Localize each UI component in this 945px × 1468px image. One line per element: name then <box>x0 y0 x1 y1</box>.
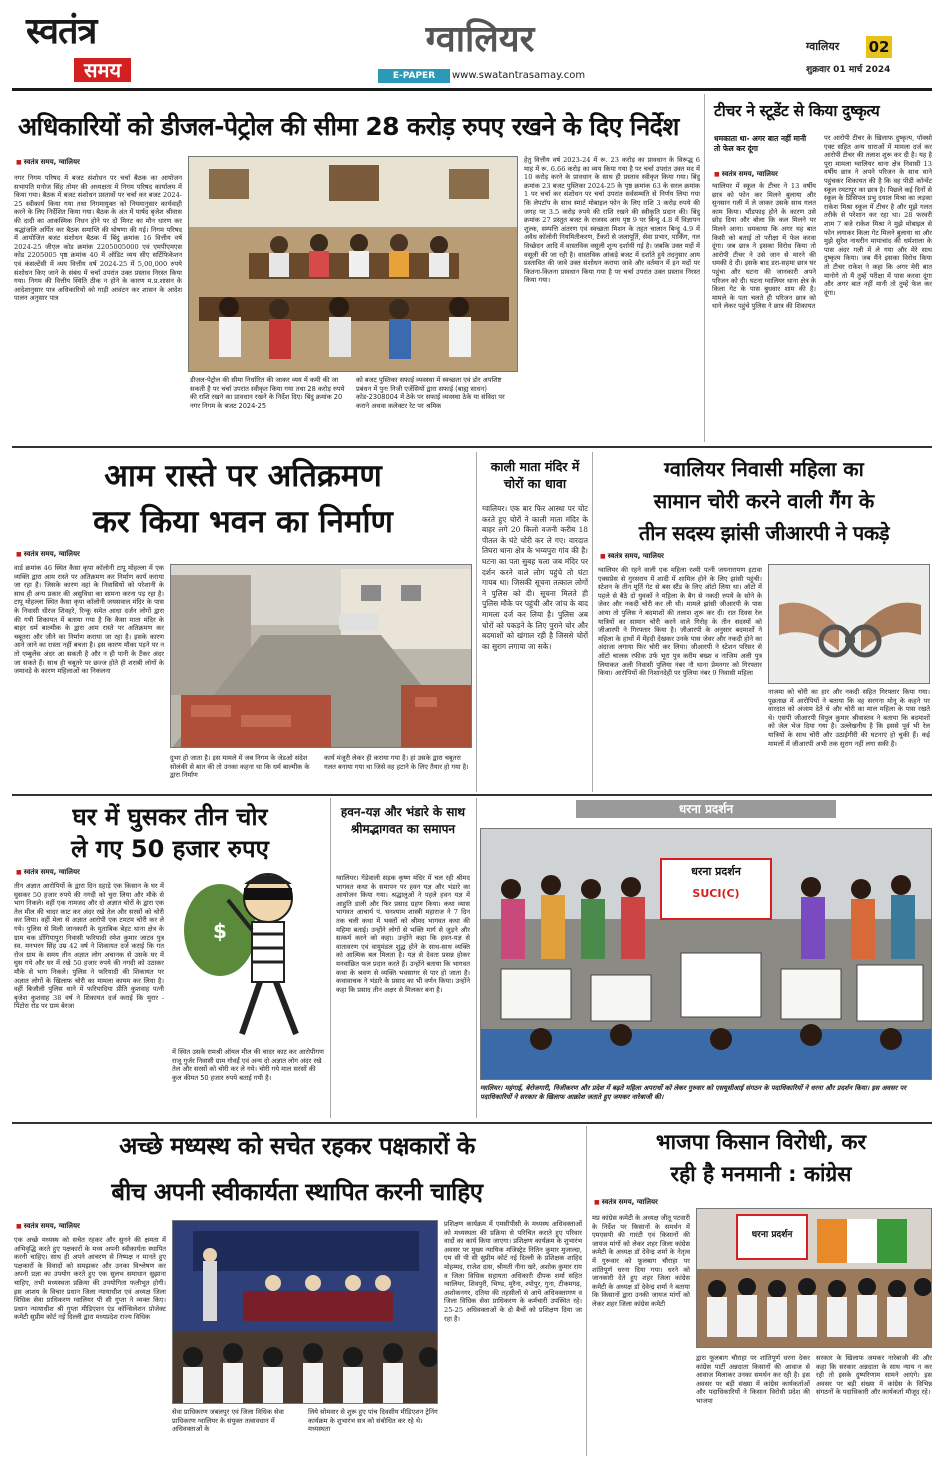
headline: टीचर ने स्टूडेंट से किया दुष्कृत्य <box>714 102 880 120</box>
headline-line-1: भाजपा किसान विरोधी, कर <box>655 1130 867 1154</box>
issue-date: शुक्रवार 01 मार्च 2024 <box>806 65 891 75</box>
construction-photo <box>170 564 472 748</box>
byline: ■ स्वतंत्र समय, ग्वालियर <box>16 868 80 877</box>
story-teacher <box>710 94 932 442</box>
headline-line-1: आम रास्ते पर अतिक्रमण <box>104 458 382 494</box>
page-number: 02 <box>866 36 892 58</box>
column-text-3: को बजट पुस्तिका सफाई व्यवस्था में स्वच्छता एवं डोर अपशिष्ट प्रबंधन में पुनः निजी एजेंसियों द्वारा सफाई (बाह्य साधन) कोड-2308004 में ठेके पर सफाई व्यवस्था ठेके या संविदा पर कराने अथवा कलेक्टर रेट पर श्रमिक <box>356 376 505 410</box>
column-text: ग्वालियर। गेंडेवाली सड़क कृष्ण मंदिर में चल रही श्रीमद भागवत कथा के समापन पर हवन यज्ञ और भंडारे का आयोजन किया गया। श्रद्धालुओं ने पहले हवन यज्ञ में आहुति डाली और फिर प्रसाद ग्रहण किया। कथा व्यास भागवत आचार्य पं. घनश्याम शास्त्री महाराज ने 7 दिन तक चली कथा में भक्तों को श्रीमद भागवत कथा की महिमा बताई। उन्होंने लोगों से भक्ति मार्ग से जुड़ने और सत्कर्म करने को कहा। उन्होंने कहा कि हवन-यज्ञ से वातावरण एवं वायुमंडल शुद्ध होने के साथ-साथ व्यक्ति को आत्मिक बल मिलता है। यज्ञ से देवता प्रसन्न होकर मनवांछित फल प्रदान करते हैं। उन्होंने बताया कि भागवत कथा के श्रवण से व्यक्ति भवसागर से पार हो जाता है। कथावाचक ने भंडारे के प्रसाद का भी वर्णन किया। उन्होंने कहा कि प्रसाद तीन अक्षर से मिलकर बना है। <box>336 874 470 994</box>
handcuffs-photo <box>768 564 930 684</box>
story-house-theft <box>12 798 328 1118</box>
headline-line-2: सामान चोरी करने वाली गैंग के <box>653 489 875 513</box>
headline-line-2: कर किया भवन का निर्माण <box>93 504 393 540</box>
story-mediation <box>12 1126 582 1456</box>
story-dharna <box>480 798 932 1118</box>
training-photo <box>172 1220 438 1404</box>
headline: अधिकारियों को डीजल-पेट्रोल की सीमा 28 करोड़ रुपए रखने के दिए निर्देश <box>18 112 679 141</box>
divider <box>476 798 477 1118</box>
congress-protest-illustration <box>697 1209 932 1348</box>
logo-top: स्वतंत्र <box>26 11 97 52</box>
story-temple-theft <box>480 452 590 790</box>
byline: ■ स्वतंत्र समय, ग्वालियर <box>594 1198 658 1207</box>
story-encroachment <box>12 452 474 790</box>
masthead-rule <box>12 88 932 91</box>
headline: हवन-यज्ञ और भंडारे के साथ श्रीमद्भागवत का समापन <box>340 805 466 836</box>
congress-dharna-photo <box>696 1208 932 1348</box>
photo-caption: ग्वालियर। महंगाई, बेरोजगारी, निजीकरण और प्रदेश में बढ़ते महिला अपराधों को लेकर गुरुवार को एसयूसीआई संगठन के पदाधिकारियों ने धरना और प्रदर्शन किया। इस अवसर पर पदाधिकारियों ने सरकार के खिलाफ आक्रोश जताते हुए जमकर नारेबाजी की। <box>480 1084 907 1101</box>
handcuffs-icon <box>769 565 930 684</box>
headline-line-1: ग्वालियर निवासी महिला का <box>664 457 864 481</box>
svg-text:$: $ <box>213 919 227 943</box>
column-text-2: द्वारा फूलबाग चौराहा पर शांतिपूर्ण धरना देकर कांग्रेस पार्टी अन्नदाता किसानों की आवाज से आवाज मिलाकर उनका समर्थन कर रही है। इस अवसर पर बड़ी संख्या में कांग्रेस कार्यकर्ताओं और पदाधिकारियों ने किसान विरोधी प्रदेश की भाजपा <box>696 1354 810 1405</box>
caption: सेवा प्राधिकरण जबलपुर एवं जिला विधिक सेवा प्राधिकरण ग्वालियर के संयुक्त तत्वावधान में अधिवक्ताओं के <box>172 1408 284 1434</box>
epaper-label: E-PAPER <box>378 69 450 83</box>
site-url[interactable]: www.swatantrasamay.com <box>452 70 586 81</box>
caption-b: कार्य मंजूरी लेकर ही कराया गया है। हां उसके द्वारा चबूतरा गलत बनाया गया था जिसे वह हटाने के लिए तैयार हो गया है। <box>324 754 469 771</box>
divider <box>592 452 593 792</box>
divider <box>330 798 331 1118</box>
column-text: ग्वालियर में स्कूल के टीचर ने 13 वर्षीय छात्र को फोन कर मिलने बुलाया और सुनसान गली में ले जाकर उसके साथ गलत काम किया। भौंडफाइ होने के कारण उसे छोड़ दिया और बोला कि कल मिलने पर मिलने आना। धमकाया कि अगर यह बात किसी को बताई तो परीक्षा में फेल करवा दूंगा। जब छात्र ने इसका विरोध किया तो आरोपी टीचर ने उसे जान से मारने की धमकी दे दी। इसके बाद डरा-सहमा छात्र घर पहुंचा और घटना की जानकारी अपने परिजन को दी। घटना ग्वालियर थाना क्षेत्र के किला गेट के पास बुधवार शाम की है। मामले के पता चलते ही परिजन छात्र को थाने लेकर पहुंचे पुलिस ने छात्र की शिकायत <box>712 182 816 311</box>
headline-line-3: तीन सदस्य झांसी जीआरपी ने पकड़े <box>638 521 890 545</box>
print-registration-bar <box>20 1458 925 1464</box>
banner-sign-title: धरना प्रदर्शन <box>691 865 741 878</box>
divider <box>12 1122 932 1124</box>
column-text-4: हेतु वित्तीय वर्ष 2023-24 में रू. 23 करोड़ का प्रावधान के विरूद्ध 6 माह में रू. 6.66 करोड़ का व्यय किया गया है पर चर्चा उपरांत उक्त मद में 10 करोड़ करने के प्रावधान के साथ ही प्रस्ताव स्वीकृत किया गया। बिंदु क्रमांक 23 बजट पुस्तिका 2024-25 के पृष्ठ क्रमांक 63 के सरल क्रमांक 1 पर चर्चा कर संशोधन पर चर्चा उपरांत सर्वसम्मति से निर्णय लिया गया कि लेपटॉप के साथ स्मार्ट मोबाइल फोन के लिए राशि 3 करोड़ रुपये की जगह पर 3.5 करोड़ रुपये की राशि रखने की स्वीकृति प्रदान की। बिंदु क्रमांक 27 प्रस्तुत बजट के राजस्व आय पृष्ठ 9 पर बिन्दु 4.8 में विज्ञापन शुल्क, सम्पत्ति अंतरण एवं स्वच्छता मिशन के तहत चालान बिन्दु 4.9 में अवैध कॉलोनी नियमितीकरण, टैंकरों से जलापूर्ति, सेवा प्रभार, पार्किंग, नल विच्छेदन आदि में वास्तविक वसूली शून्य दर्शायी गई है। जबकि उक्त मदों में वसूली की जा रही है। वास्तविक आंकड़े बजट में दर्शाते हुये तदनुसार आय प्रस्तावित की जावे उक्त संशोधन कराया जावे और वर्तमान में इन मदों पर कितना-कितना प्रावधान किया गया है पर चर्चा उपरांत उक्त प्रस्ताव निरस्त किया गया। <box>524 156 700 285</box>
story-fuel-limit <box>12 94 700 442</box>
column-text: मप्र कांग्रेस कमेटी के अध्यक्ष जीतू पटवारी के निर्देश पर किसानों के समर्थन में एमएसपी की गारंटी एवं किसानों की जायज मांगों को लेकर शहर जिला कांग्रेस कमेटी के अध्यक्ष डॉ देवेन्द्र शर्मा के नेतृत्व में गुरूवार को फूलबाग चौराहा पर शांतिपूर्ण धरना दिया गया। धरने को जानकारी देते हुए शहर जिला कांग्रेस कमेटी के अध्यक्ष डॉ देवेन्द्र शर्मा ने बताया कि किसानों द्वारा उनकी जायज मांगों को लेकर शहर जिला कांग्रेस कमेटी <box>592 1214 690 1308</box>
council-meeting-photo <box>188 156 518 372</box>
photo-caption: डीजल-पेट्रोल की सीमा निर्धारित की जाकर व्यय में कमी की जा सकती है पर चर्चा उपरांत स्वीकृत किया गया तथा 28 करोड़ रुपये की राशि रखने का प्रावधान रखने के निर्देश दिए। बिंदु क्रमांक 20 नगर निगम के बजट 2024-25 <box>190 376 345 410</box>
byline: ■ स्वतंत्र समय, ग्वालियर <box>16 550 80 559</box>
divider <box>476 452 477 792</box>
byline: ■ स्वतंत्र समय, ग्वालियर <box>16 1222 80 1231</box>
thief-illustration <box>172 860 326 1046</box>
training-illustration <box>173 1221 438 1404</box>
column-text-2: पर आरोपी टीचर के खिलाफ दुष्कृत्य, पॉक्सो एक्ट सहित अन्य धाराओं में मामला दर्ज कर आरोपी टीचर की तलाश शुरू कर दी है। यह है पूरा मामला ग्वालियर थाना क्षेत्र निवासी 13 वर्षीय छात्र ने अपने परिजन के साथ थाने पहुंचकर शिकायत की है कि वह पीडी कॉन्वेंट स्कूल रमटापुर का छात्र है। पिछले कई दिनों से स्कूल के प्रिंसिपल प्रभु दयाल मिश्रा का लड़का राकेश मिश्रा स्कूल में टीचर है और मुझे गलत तरीके से परेशान कर रहा था। 28 फरवरी शाम 7 बजे राकेश मिश्रा ने मुझे मोबाइल से फोन लगाकर किला गेट मिलने बुलाया था और मुझे सुरेश नाथरीन मायाचांद की धर्मशाला के पास अंदर गली में ले गया और मेरे साथ दुष्कृत्य किया। जब मैंने इसका विरोध किया तो टीचर राकेश ने कहा कि अगर मेरी बात मानोगे तो मैं तुम्हें परीक्षा में पास करवा दूंगा और अगर बात नहीं मानी तो तुम्हें फेल कर दूंगा। <box>824 134 932 297</box>
column-text-3: सरकार के खिलाफ जमकर नारेबाजी की और कहा कि सरकार अन्नदाता के साथ न्याय न कर रही तो इसके दुष्परिणाम सामने आएंगे। इस अवसर पर बड़ी संख्या में कांग्रेस के विभिन्न संगठनों के पदाधिकारी और कार्यकर्ता मौजूद रहे। <box>816 1354 932 1397</box>
meeting-illustration <box>189 157 518 372</box>
divider <box>12 794 932 796</box>
column-text-3: प्रशिक्षण कार्यक्रम में एमसीपीसी के मध्यस्थ अधिवक्ताओं को मध्यस्थता की प्रक्रिया से परिचित कराते हुए परिवार वादों का कार्य किया जाएगा। प्रशिक्षण कार्यक्रम के शुभारंभ अवसर पर मुख्य न्यायिक मजिस्ट्रेट नितिन कुमार मुजाल्दा, एम सी पी सी सुप्रीम कोर्ट नई दिल्ली के प्रशिक्षक शाहिद मोहम्मद, राजेश दास, श्रीमती नीना खरे, अशोक कुमार राय व जिला विधिक सहायता अधिकारी दीपक शर्मा सहित ग्वालियर, शिवपुरी, भिण्ड, मुरैना, श्योपुर, गुना, टीकमगढ़, अशोकनगर, दतिया की तहसीलों से आये अधिवक्तागण व जिला विधिक सेवा प्राधिकरण के कर्मचारी उपस्थित रहे। 25-25 अधिवक्ताओं के दो बैचों को प्रशिक्षण दिया जा रहा है। <box>444 1220 582 1323</box>
column-text: ग्वालियर की रहने वाली एक महिला रश्मी पत्नी जयनारायण इटावा एक्सप्रेस से गुरसराय में शादी में शामिल होने के लिए झांसी पहुंची। स्टेशन के तीन मूर्ति गेट से बस स्टैंड के लिए ऑटो लिया था। ऑटो में पहले से बैठे दो युवकों ने महिला के बैग से नकदी रुपये के सोने के जेवर और नकदी चोरी कर ली थी। मामले झांसी जीआरपी के पास आया तो पुलिस ने बदमाशों की तलाश शुरू कर दी। रात दिवस रेल यात्रियों का सामान चोरी करने वाले गिरोह के तीन सदस्यों को जीआरपी ने गिरफ्तार किया है। जीआरपी के अनुसार बदमाशों ने महिला के हाथों में मेंहदी देखकर उनके पास जेवर और नकदी होने का अंदाजा लगाया फिर चोरी कर लिया। जीआरपी ने स्टेशन परिसर से ऑटो चालक रफीक उर्फ भूरा पुत्र करीम बख्श व नाजिम अली पुत्र लियाकत अली निवासी पुलिया नंबर नौ थाना प्रेमनगर को गिरफ्तार किया। आरोपियों की निशानदेही पर पुलिया नंबर 9 निवासी महिला <box>598 566 762 678</box>
divider <box>12 446 932 448</box>
logo-bottom: समय <box>74 58 131 82</box>
byline: ■ स्वतंत्र समय, ग्वालियर <box>714 170 778 179</box>
byline: ■ स्वतंत्र समय, ग्वालियर <box>600 552 664 561</box>
headline-line-2: रही है मनमानी : कांग्रेस <box>670 1162 852 1186</box>
story-congress <box>590 1126 932 1456</box>
protest-photo <box>480 828 932 1080</box>
thief-icon <box>172 860 326 1046</box>
headline-line-1: अच्छे मध्यस्थ को सचेत रहकर पक्षकारों के <box>119 1132 475 1160</box>
headline-line-2: ले गए 50 हजार रुपए <box>71 835 269 863</box>
headline: काली माता मंदिर में चोरों का धावा <box>490 459 580 491</box>
section-banner <box>576 800 836 818</box>
byline: ■ स्वतंत्र समय, ग्वालियर <box>16 158 80 167</box>
banner-label: धरना प्रदर्शन <box>678 802 734 816</box>
headline-line-1: घर में घुसकर तीन चोर <box>72 803 268 831</box>
story-bhagwat <box>334 798 472 1118</box>
banner-sign-suci: SUCI(C) <box>692 887 740 900</box>
divider <box>704 94 705 442</box>
divider <box>586 1126 587 1456</box>
subhead: धमकाता था- अगर बात नहीं मानी तो फेल कर दूंगा <box>714 134 807 153</box>
page-city-title: ग्वालियर <box>425 19 535 60</box>
photo-sign: धरना प्रदर्शन <box>751 1230 793 1240</box>
column-text: तीन अज्ञात आरोपियों के द्वारा दिन दहाड़े एक किसान के घर में घुसकर 50 हजार रुपये की नगदी को चुरा लिया और मौके से भाग निकले। वहीं एक नामजद और दो अज्ञात चोरों के द्वारा एक तेल मील की चादर काट कर अंदर रखे तेल और सरसों को चोरी कर लिया। वहीं मेला से अज्ञात आरोपी एक टमटम चोरी कर ले गये। पुलिस से मिली जानकारी के मुताबिक बेहट थाना क्षेत्र के ग्राम चक डोंगियापुरा निवासी फरियादी रमेश कुमार जाटव पुत्र स्व. मनभरन सिंह उम्र 42 वर्ष ने शिकायत दर्ज कराई कि गत रोज ग्राम के समय तीन अज्ञात लोग अचानक से उसके घर में घुस गये और घर में रखे 50 हजार रुपये की नगदी को उठाकर मौके से भाग निकले। पुलिस ने फरियादी की शिकायत पर अज्ञात लोगों के खिलाफ चोरी का मामला कायम कर लिया है। वहीं बिजौली पुलिस थाने में फरियादिया प्रीति कुशवाह पत्नी बृजेश कुशवाह 38 वर्ष ने शिकायत दर्ज कराई कि मुरार - पिंटोरा रोड पर ग्राम बेरजा <box>14 882 164 1011</box>
street-illustration <box>171 565 472 748</box>
story-grp-gang <box>596 452 932 790</box>
headline-line-2: बीच अपनी स्वीकार्यता स्थापित करनी चाहिए <box>111 1178 483 1206</box>
caption-a: दुभर हो जाता है। इस मामले में जब निगम के जेडओ संदेश सोलंकी से बात की तो उनका कहना था कि धर्म बाल्मीक के द्वारा निर्माण <box>170 754 310 780</box>
edition-city: ग्वालियर <box>806 40 840 53</box>
column-text: ग्वालियर। एक बार फिर आस्था पर चोट करते हुए चोरों ने काली माता मंदिर के बाहर लगे 20 किलो वजनी करीब 18 पीतल के घंटे चोरी कर ले गए। वारदात तिघरा थाना क्षेत्र के भय्यपुरा गांव की है। घटना का पता सुबह चला जब मंदिर पर दर्शन करने वाले लोग पहुंचे तो घंटा गायब था। जिसकी सूचना तत्काल लोगों ने पुलिस को दी। सूचना मिलते ही पुलिस मौके पर पहुंची और जांच के बाद मामला दर्ज कर लिया है। पुलिस अब चोरों को पकड़ने के लिए पुराने चोर और बदमाशों को खंगाल रही है जिससे चोरों का सुराग लगाया जा सके। <box>482 504 588 651</box>
masthead <box>0 0 945 90</box>
column-text: नगर निगम परिषद में बजट संशोधन पर चर्चा बैठक का आयोजन सभापति मनोज सिंह तोमर की अध्यक्षता में निगम परिषद कार्यालय में किया गया। बैठक में बजट संशोधन प्रस्तावों पर चर्चा कर बजट 2024-25 स्वीकार्य किया गया तथा निगमायुक्त को नियमानुसार कार्यवाही करने के लिए निर्देशित किया गया। बैठक के अंत में पार्षद बृजेश श्रीवास की दादी का आकस्मिक निधन होने पर दो मिनट का मौन धारण कर श्रद्धांजलि अर्पित कर बैठक समाप्ति की घोषणा की गई। निगम परिषद में आयोजित बजट संशोधन बैठक में बिंदु क्रमांक 16 वित्तीय वर्ष 2024-25 जीएल कोड क्रमांक 2205005000 एवं एमपीएमएस कोड 2205005 पृष्ठ क्रमांक 40 में ऑडिट व्यय सीए सर्टिफिकेशन एवं कंसल्टेंसी में व्यय वित्तीय वर्ष 2024-25 में 5,00,000 रुपये संशोधन किए जाने के संबंध में चर्चा उपरांत उक्त प्रस्ताव निरस्त किया गया। निगम की वित्तीय स्थिति ठीक न होने के कारण म.प्र.शासन के आदेशानुसार पात्र अधिकारियों को गाड़ी आवंटन कर शासन के आदेश पालन अनुसार पात्र <box>14 174 182 303</box>
caption: में स्थित उसके रामश्री ऑयल मील की चादर काट कर आरोपीगण राजू गुर्जर निवासी ग्राम गोवर्ई एवं अन्य दो अज्ञात लोग अंदर रखे तेल और सरसों को चोरी कर ले गये। चोरी गये माल सरसों की कुल कीमत 50 हजार रुपये बताई गयी है। <box>172 1048 324 1082</box>
column-text: एक अच्छे मध्यस्थ को सचेत रहकर और सुनने की क्षमता में अभिवृद्धि करते हुए पक्षकारों के मध्य अपनी स्वीकार्यता स्थापित करनी चाहिए। साथ ही अपने आचरण से निष्पक्ष न मानते हुए पक्षकारों के विवादों को समझकर और उनका विश्लेषण कर अपनी प्रज्ञा का उपयोग करते हुए एक सुलभ समाधान सुझाना चाहिए, तभी मध्यस्थता प्रक्रिया की उपयोगिता फलीभूत होगी। इस आशय के विचार प्रधान जिला न्यायाधीश एवं अध्यक्ष जिला विधिक सेवा प्राधिकरण ग्वालियर पी सी गुप्ता ने व्यक्त किए। प्रधान न्यायाधीश श्री गुप्ता मीडिएशन एंड कॉन्सिलेशन प्रोजेक्ट कमेटी सुप्रीम कोर्ट नई दिल्ली द्वारा मध्यप्रदेश राज्य विधिक <box>14 1236 166 1322</box>
column-text-2: नाजमा को चोरी का हार और नकदी सहित गिरफ्तार किया गया। पूछताछ में आरोपियों ने बताया कि वह सरगना मोनू के कहने पर वारदात को अंजाम देते थे और चोरी का माल महिला के पास रखते थे। एसपी जीआरपी विपुल कुमार श्रीवास्तव ने बताया कि बदमाशों को जेल भेज दिया गया है। उल्लेखनीय है कि इससे पूर्व भी रेल यात्रियों के साथ चोरी और उठाईगीरी की घटनाएं हो चुकी हैं। कई मामलों में जीआरपी अभी तक सुराग नहीं लगा सकी है। <box>768 688 930 748</box>
caption-2: लिये सोमवार से शुरू हुए पांच दिवसीय मीडिएशन ट्रेनिंग कार्यक्रम के शुभारंभ सत्र को संबोधित कर रहे थे। मध्यस्थता <box>308 1408 438 1434</box>
logo <box>26 8 166 86</box>
column-text: वार्ड क्रमांक 46 स्थित कैसा कृपा कॉलोनी टापू मोहल्ला में एक व्यक्ति द्वारा आम रास्ते पर अतिक्रमण कर निर्माण कार्य कराया जा रहा है। जिसके कारण वहां के निवासियों को परेशानी के साथ ही अन्य प्रकार की असुविधा का सामना करना पड़ रहा है। टापू मोहल्ला स्थित कैसा कृपा कॉलोनी जयसवाल मंदिर के पास के निवासी धीरज शिवहरे, रिन्कू समेत आधा दर्जन लोगों द्वारा की गयी शिकायत में बताया गया है कि कैसा माता मंदिर के बाहर धर्म बाल्मीक के द्वारा आम रास्ते पर अतिक्रमण कर चबूतरा और जीने का निर्माण कराया जा रहा है। इसके कारण आने जाने का रास्ता नहीं बचता है। इस कारण मौका पड़ने पर न तो एम्बुलेंस अंदर आ सकती है और न ही पानी के टैंकर अंदर जा सकते हैं। साथ ही चबूतरे पर छज्ज होते ही शराबी लोगों के जमावड़े के कारण महिलाओं का निकलना <box>14 564 164 676</box>
